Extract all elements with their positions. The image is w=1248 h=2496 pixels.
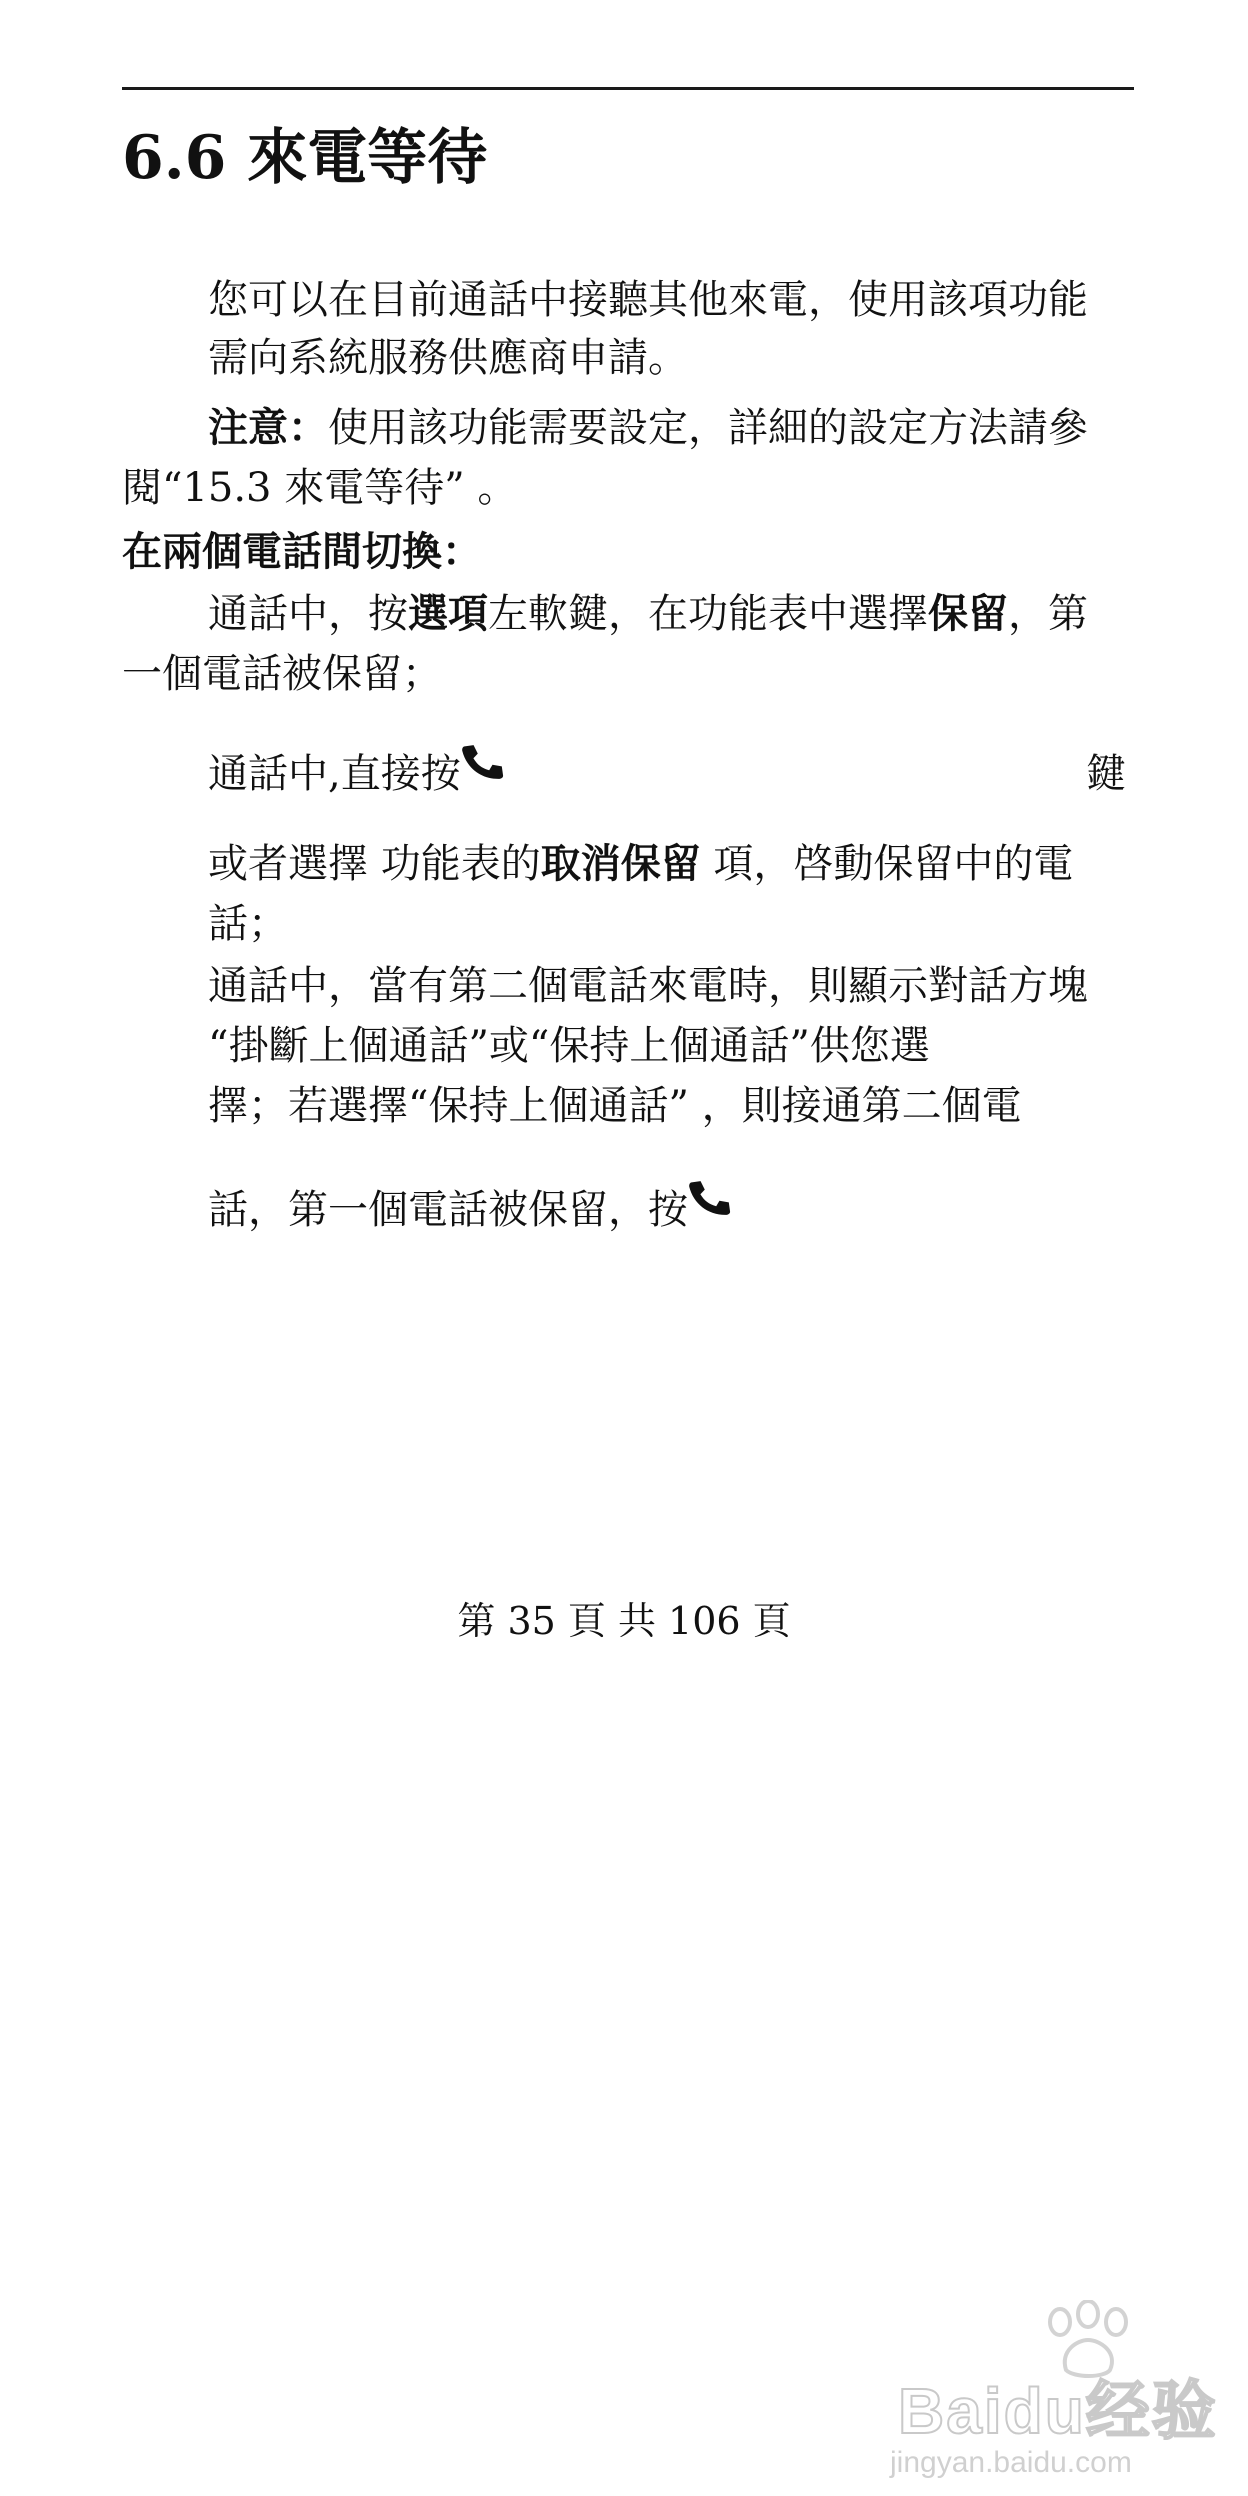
step1-line-1 — [208, 586, 1088, 642]
intro-line-1: 您可以在目前通話中接聽其他來電，使用該項功能 — [208, 277, 1088, 323]
step4-line-1: 通話中，當有第二個電話來電時，則顯示對話方塊 — [208, 963, 1088, 1009]
page-number: 第 35 頁 共 106 頁 — [457, 1599, 791, 1643]
step1-text-b: 左軟鍵，在功能表中選擇 — [488, 591, 928, 637]
step1-line-2: 一個電話被保留； — [122, 651, 442, 697]
section-title: 6.6 來電等待 — [122, 123, 488, 193]
note-label: 注意： — [208, 404, 328, 451]
watermark-brand: Baidu经验 — [898, 2375, 1218, 2447]
top-divider — [122, 87, 1134, 90]
step3-line-2: 話； — [208, 901, 288, 947]
note-text: 使用該功能需要設定，詳細的設定方法請參 — [328, 405, 1088, 451]
hold-option-label: 保留 — [928, 590, 1008, 637]
step1-text-c: ，第 — [1008, 591, 1088, 637]
step1-text-a: 通話中，按 — [208, 591, 408, 637]
cancel-hold-label: 取消保留 — [540, 840, 701, 887]
phone-handset-icon — [688, 1176, 732, 1220]
step4-line-3: 擇；若選擇“保持上個通話” ，則接通第二個電 — [208, 1083, 1022, 1129]
step4-line-2: “掛斷上個通話”或“保持上個通話”供您選 — [208, 1023, 930, 1069]
note-line-2: 閱“15.3 來電等待” 。 — [122, 465, 518, 511]
options-softkey-label: 選項 — [408, 590, 488, 637]
intro-line-2: 需向系統服務供應商申請。 — [208, 335, 688, 381]
step3-text-b: 項，啓動保留中的電 — [700, 841, 1074, 887]
step3-text-a: 或者選擇 功能表的 — [208, 841, 541, 887]
watermark-url: jingyan.baidu.com — [890, 2446, 1132, 2479]
step4-line-4 — [208, 1182, 732, 1238]
step4-text: 話，第一個電話被保留，按 — [208, 1187, 688, 1233]
note-line-1 — [208, 400, 1088, 456]
watermark — [880, 2300, 1218, 2490]
switch-heading: 在兩個電話間切換： — [122, 528, 482, 575]
step2-text-a: 通話中,直接按 — [208, 751, 461, 797]
key-label: 鍵 — [1086, 751, 1126, 797]
phone-handset-icon — [461, 740, 505, 784]
step3-line-1 — [208, 836, 1073, 892]
step2-line — [208, 746, 505, 802]
